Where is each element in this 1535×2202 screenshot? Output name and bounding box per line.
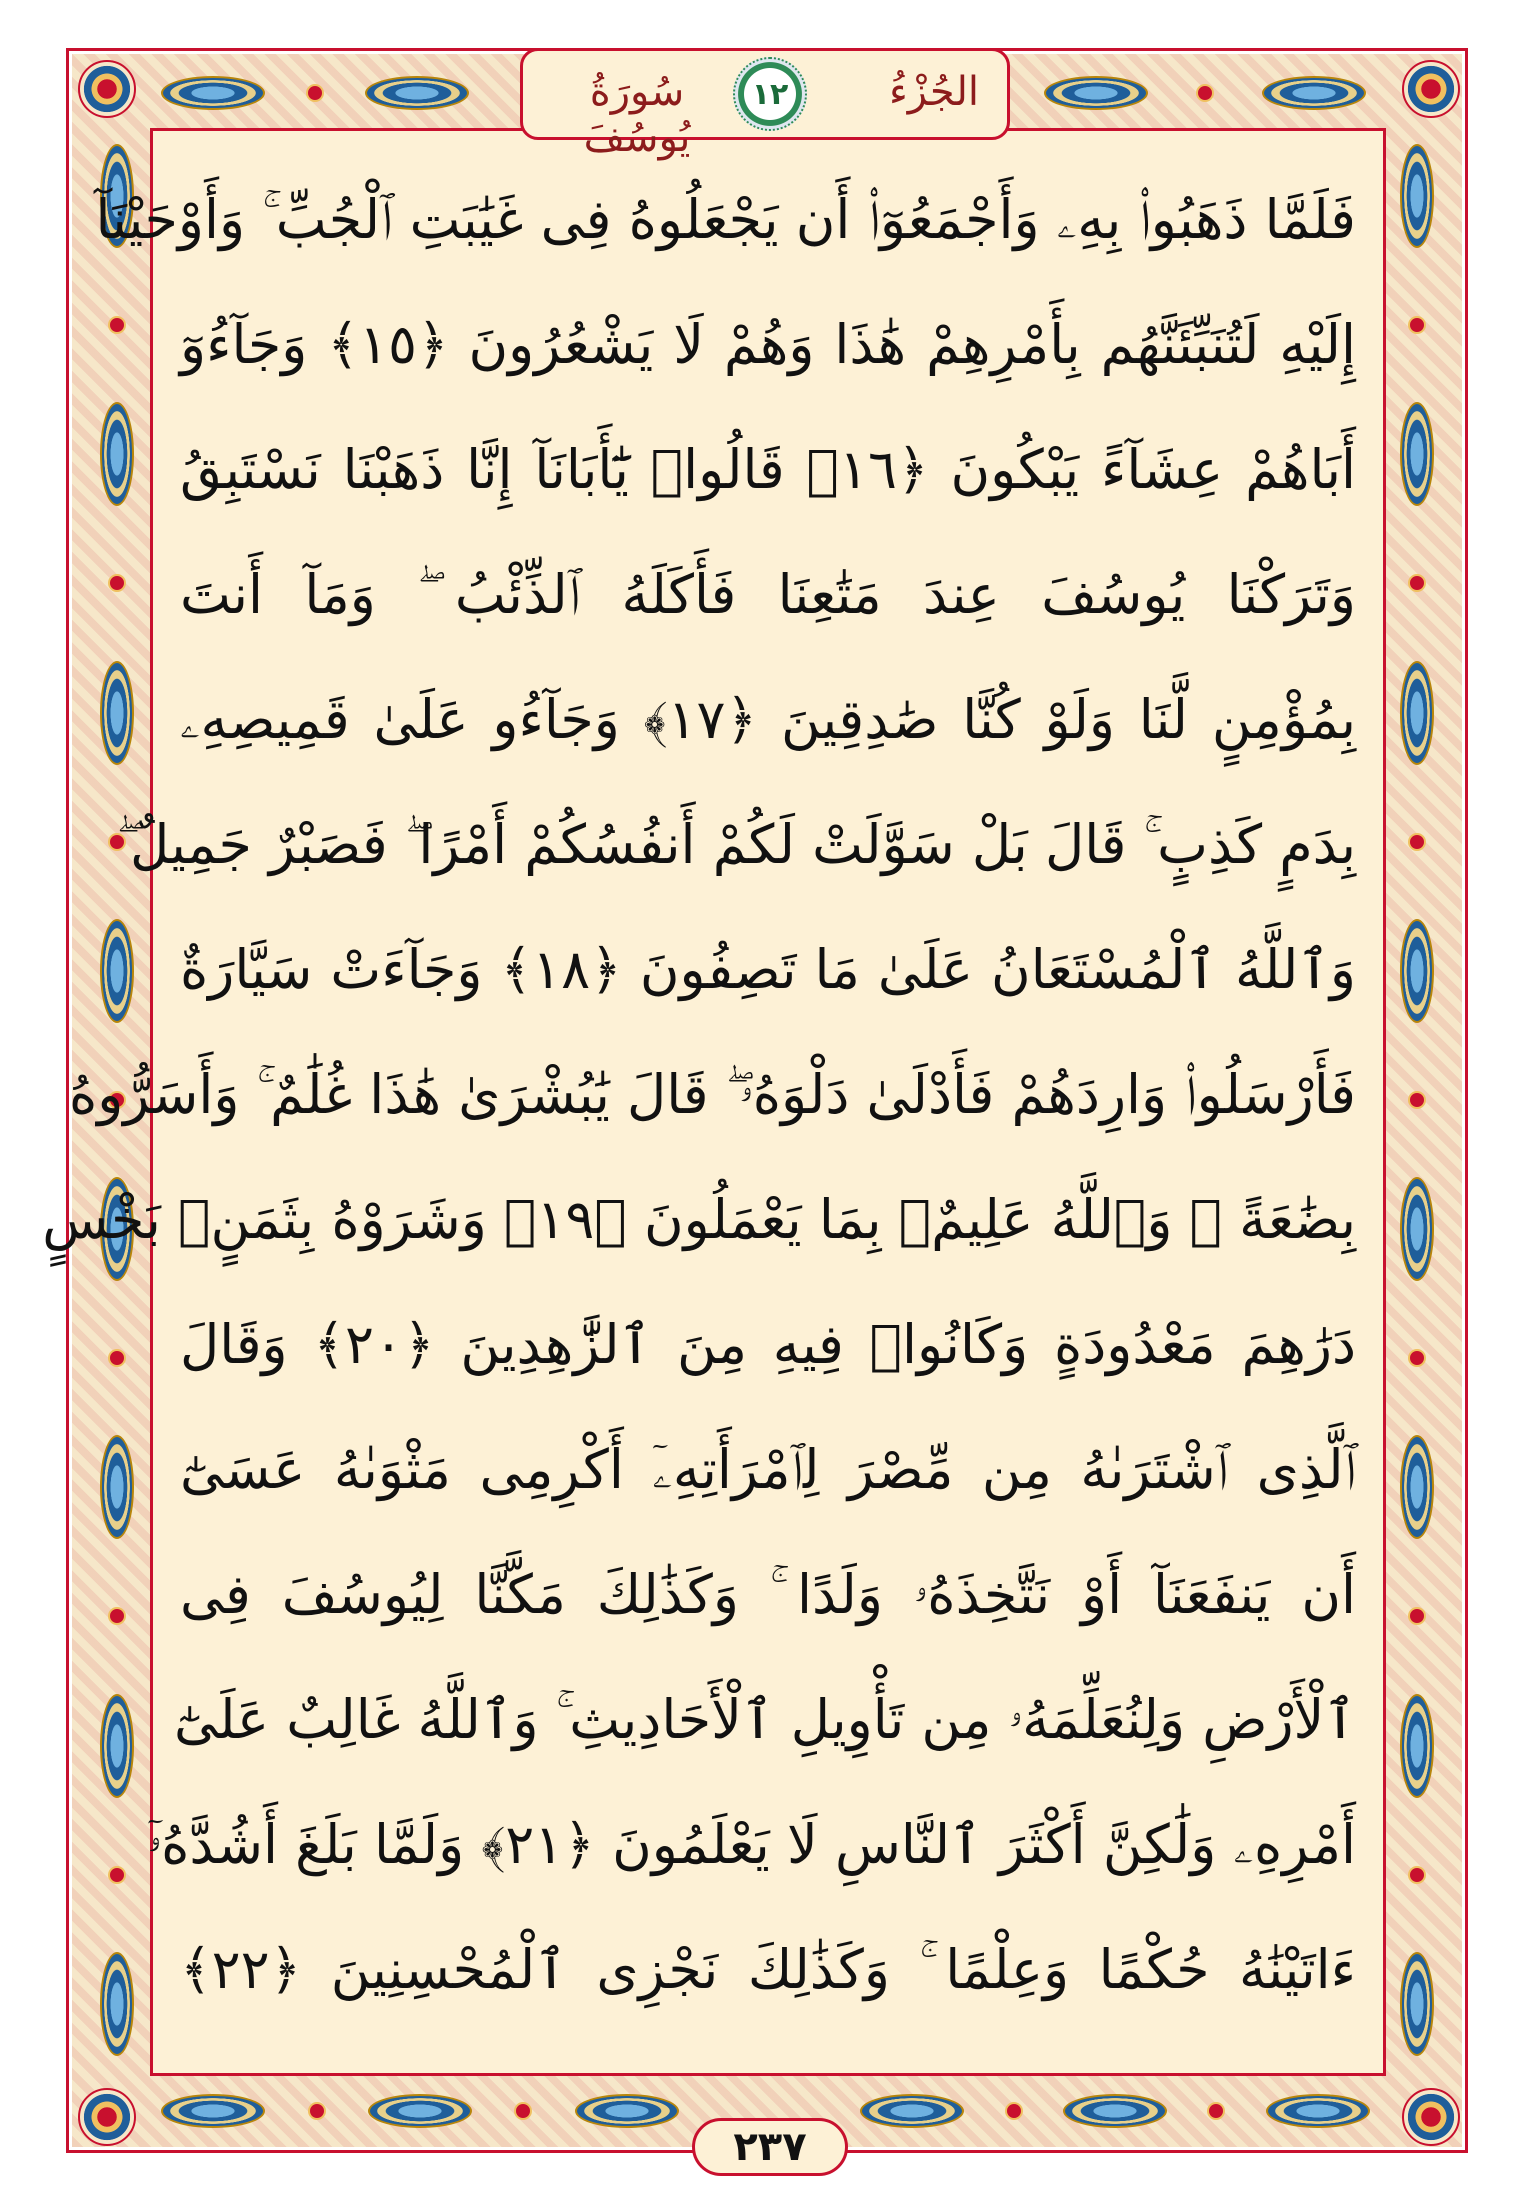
rosette-icon bbox=[1408, 1866, 1426, 1884]
juz-medallion-icon bbox=[733, 57, 807, 131]
ornament-icon bbox=[1400, 1435, 1434, 1539]
rosette-icon bbox=[108, 1607, 126, 1625]
ornament-icon bbox=[1400, 919, 1434, 1023]
ornament-icon bbox=[161, 76, 265, 110]
ornament-icon bbox=[365, 76, 469, 110]
rosette-icon bbox=[1005, 2102, 1023, 2120]
ornament-icon bbox=[1063, 2094, 1167, 2128]
verse-lines bbox=[42, 170, 1357, 2050]
rosette-icon bbox=[1408, 574, 1426, 592]
verse-line: دَرَٰهِمَ مَعْدُودَةٍ وَكَانُوا۟ فِيهِ مِنَ ٱلزَّٰهِدِينَ ﴿٢٠﴾ وَقَالَ bbox=[180, 1313, 1356, 1376]
verse-line: وَتَرَكْنَا يُوسُفَ عِندَ مَتَٰعِنَا فَأَكَلَهُ ٱلذِّئْبُ ۖ وَمَآ أَنتَ bbox=[180, 563, 1356, 626]
rosette-icon bbox=[514, 2102, 532, 2120]
page-number-plate bbox=[692, 2118, 848, 2176]
ornament-icon bbox=[860, 2094, 964, 2128]
rosette-icon bbox=[1408, 316, 1426, 334]
ornament-icon bbox=[1400, 402, 1434, 506]
rosette-icon bbox=[306, 84, 324, 102]
rosette-icon bbox=[1408, 1091, 1426, 1109]
right-border-ornaments bbox=[1386, 110, 1448, 2090]
verse-line: ٱلْأَرْضِ وَلِنُعَلِّمَهُۥ مِن تَأْوِيلِ ٱلْأَحَادِيثِ ۚ وَٱللَّهُ غَالِبٌ عَلَىٰٓ bbox=[173, 1688, 1356, 1751]
verse-line: أَمْرِهِۦ وَلَٰكِنَّ أَكْثَرَ ٱلنَّاسِ لَا يَعْلَمُونَ ﴿٢١﴾ وَلَمَّا بَلَغَ أَشُدَّهُۥٓ bbox=[147, 1813, 1356, 1876]
rosette-icon bbox=[1408, 1349, 1426, 1367]
ornament-icon bbox=[100, 1435, 134, 1539]
ornament-icon bbox=[1400, 1694, 1434, 1798]
rosette-icon bbox=[108, 316, 126, 334]
ornament-icon bbox=[161, 2094, 265, 2128]
ornament-icon bbox=[100, 1694, 134, 1798]
ornament-icon bbox=[100, 1952, 134, 2056]
verse-line: إِلَيْهِ لَتُنَبِّئَنَّهُم بِأَمْرِهِمْ هَٰذَا وَهُمْ لَا يَشْعُرُونَ ﴿١٥﴾ وَجَآءُوٓ bbox=[180, 313, 1356, 376]
corner-ornament-bottom-left bbox=[78, 2088, 136, 2146]
ornament-icon bbox=[1400, 661, 1434, 765]
rosette-icon bbox=[1408, 1607, 1426, 1625]
rosette-icon bbox=[308, 2102, 326, 2120]
ornament-icon bbox=[100, 919, 134, 1023]
verse-line: ءَاتَيْنَٰهُ حُكْمًا وَعِلْمًا ۚ وَكَذَٰلِكَ نَجْزِى ٱلْمُحْسِنِينَ ﴿٢٢﴾ bbox=[180, 1938, 1356, 2001]
ornament-icon bbox=[368, 2094, 472, 2128]
ornament-icon bbox=[100, 661, 134, 765]
verse-line: وَٱللَّهُ ٱلْمُسْتَعَانُ عَلَىٰ مَا تَصِفُونَ ﴿١٨﴾ وَجَآءَتْ سَيَّارَةٌ bbox=[180, 938, 1356, 1001]
page-number: ٢٣٧ bbox=[733, 2124, 807, 2170]
verse-line: فَأَرْسَلُوا۟ وَارِدَهُمْ فَأَدْلَىٰ دَلْوَهُۥ ۖ قَالَ يَٰبُشْرَىٰ هَٰذَا غُلَٰمٌ ۚ وَأَسَرُّوهُ bbox=[68, 1063, 1356, 1126]
rosette-icon bbox=[1196, 84, 1214, 102]
ornament-icon bbox=[1400, 144, 1434, 248]
verse-line: ٱلَّذِى ٱشْتَرَىٰهُ مِن مِّصْرَ لِٱمْرَأَتِهِۦٓ أَكْرِمِى مَثْوَىٰهُ عَسَىٰٓ bbox=[180, 1438, 1356, 1501]
top-right-border-ornaments bbox=[1020, 62, 1390, 124]
top-left-border-ornaments bbox=[140, 62, 490, 124]
ornament-icon bbox=[1262, 76, 1366, 110]
verse-line: بِدَمٍ كَذِبٍ ۚ قَالَ بَلْ سَوَّلَتْ لَكُمْ أَنفُسُكُمْ أَمْرًا ۖ فَصَبْرٌ جَمِيلٌ ۖ bbox=[116, 813, 1356, 876]
surah-name: سُورَةُ يُوسُفَ bbox=[583, 69, 691, 161]
juz-number: ١٢ bbox=[751, 76, 789, 112]
ornament-icon bbox=[1400, 1177, 1434, 1281]
page-header bbox=[520, 48, 1010, 161]
verse-line: فَلَمَّا ذَهَبُوا۟ بِهِۦ وَأَجْمَعُوٓا۟ أَن يَجْعَلُوهُ فِى غَيَٰبَتِ ٱلْجُبِّ ۚ وَأَوْحَيْنَآ bbox=[95, 188, 1356, 251]
corner-ornament-bottom-right bbox=[1402, 2088, 1460, 2146]
verse-line: بِضَٰعَةً ۚ وَٱللَّهُ عَلِيمٌۢ بِمَا يَعْمَلُونَ ﴿١٩﴾ وَشَرَوْهُ بِثَمَنٍۭ بَخْسٍ bbox=[42, 1188, 1356, 1251]
ornament-icon bbox=[575, 2094, 679, 2128]
verse-line: أَن يَنفَعَنَآ أَوْ نَتَّخِذَهُۥ وَلَدًا ۚ وَكَذَٰلِكَ مَكَّنَّا لِيُوسُفَ فِى bbox=[180, 1563, 1356, 1626]
rosette-icon bbox=[108, 1866, 126, 1884]
ornament-icon bbox=[100, 402, 134, 506]
ornament-icon bbox=[1044, 76, 1148, 110]
rosette-icon bbox=[1207, 2102, 1225, 2120]
ornament-icon bbox=[1400, 1952, 1434, 2056]
rosette-icon bbox=[1408, 833, 1426, 851]
juz-label: الجُزْءُ bbox=[889, 69, 979, 115]
verse-line: أَبَاهُمْ عِشَآءً يَبْكُونَ ﴿١٦﴾ قَالُوا۟ يَٰٓأَبَانَآ إِنَّا ذَهَبْنَا نَسْتَبِقُ bbox=[180, 438, 1356, 501]
bottom-right-border-ornaments bbox=[840, 2080, 1390, 2142]
bottom-left-border-ornaments bbox=[140, 2080, 700, 2142]
verse-line: بِمُؤْمِنٍ لَّنَا وَلَوْ كُنَّا صَٰدِقِينَ ﴿١٧﴾ وَجَآءُو عَلَىٰ قَمِيصِهِۦ bbox=[180, 688, 1357, 751]
rosette-icon bbox=[108, 574, 126, 592]
ornament-icon bbox=[1266, 2094, 1370, 2128]
rosette-icon bbox=[108, 1349, 126, 1367]
